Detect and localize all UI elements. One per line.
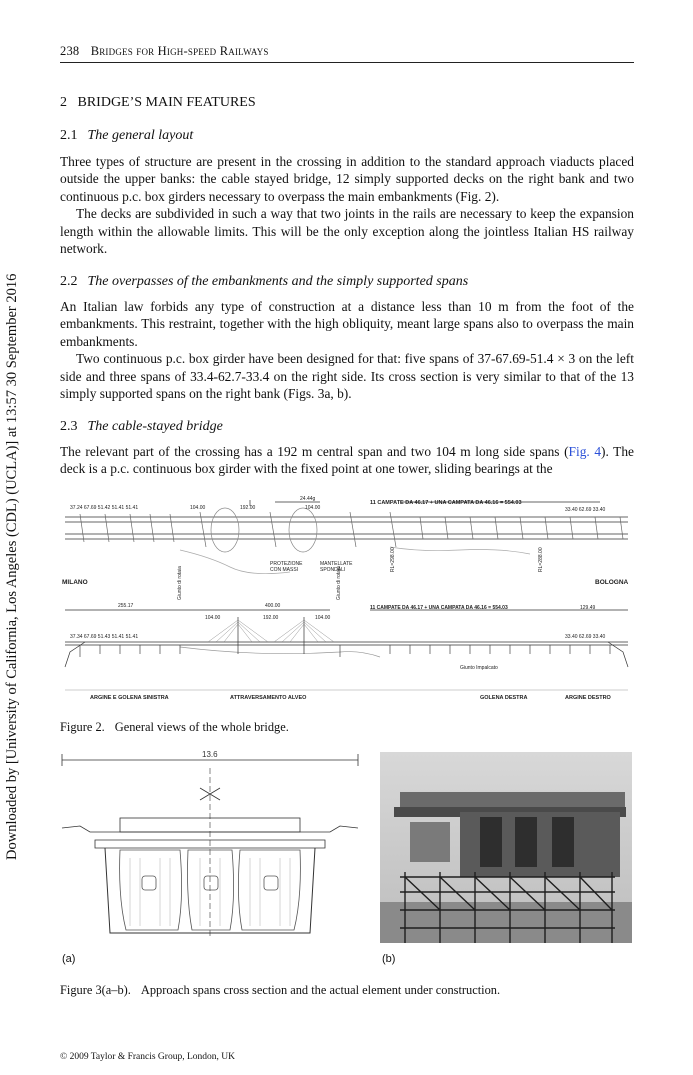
figure-link[interactable]: Fig. 4 <box>568 444 602 459</box>
svg-text:104.00: 104.00 <box>305 505 321 511</box>
figure-2-caption: Figure 2. General views of the whole bridge. <box>60 720 289 734</box>
svg-text:33.40 62.69 33.40: 33.40 62.69 33.40 <box>565 507 606 513</box>
copyright-footer: © 2009 Taylor & Francis Group, London, UK <box>60 1052 235 1062</box>
paragraph: The decks are subdivided in such a way that two joints in the rails are necessary to keep the expansion length within the allowable limits. This will be the only exception along the jointless Italian HS railway network. <box>60 206 634 257</box>
figure-3b-construction-photo <box>380 752 632 943</box>
paragraph: An Italian law forbids any type of construction at a distance less than 10 m from the foot of the embankments. This restraint, together with the high obliquity, meant large spans also to overpass the main embankments. <box>60 299 634 349</box>
zone-label: ARGINE DESTRO <box>565 695 611 701</box>
subsection-heading-2-3: 2.3 The cable-stayed bridge <box>60 419 223 434</box>
svg-text:RL=298.00: RL=298.00 <box>390 547 396 572</box>
running-header <box>60 44 634 59</box>
figure-2-drawing <box>60 492 634 704</box>
plan-right-note: 11 CAMPATE DA 46.17 + UNA CAMPATA DA 46.16 = 554.03 <box>370 500 522 506</box>
figure-3-caption: Figure 3(a–b). Approach spans cross section and the actual element under construction. <box>60 983 501 997</box>
plan-left-spans: 37.24 67.69 51.42 51.41 51.41 <box>70 505 139 511</box>
svg-text:33.40 62.69 33.40: 33.40 62.69 33.40 <box>565 634 606 640</box>
width-dimension: 13.6 <box>202 750 218 759</box>
svg-text:Giunto di rotaia: Giunto di rotaia <box>336 566 342 600</box>
zone-label: ATTRAVERSAMENTO ALVEO <box>230 695 307 701</box>
bologna-label: BOLOGNA <box>595 579 629 586</box>
page-number: 238 <box>60 44 80 58</box>
svg-text:PROTEZIONE: PROTEZIONE <box>270 561 303 567</box>
running-title: Bridges for High-speed Railways <box>90 44 269 58</box>
svg-text:11 CAMPATE DA 46.17 + UNA CAMP: 11 CAMPATE DA 46.17 + UNA CAMPATA DA 46.16 = 554.03 <box>370 605 508 611</box>
svg-text:RL=288.00: RL=288.00 <box>538 547 544 572</box>
svg-text:24.44g: 24.44g <box>300 496 316 502</box>
paragraph: Three types of structure are present in the crossing in addition to the standard approach viaducts placed outside the upper banks: the cable stayed bridge, 12 simply supported decks on the right bank and two continuous p.c. box girders necessary to overpass the main embankments (Fig. 2). <box>60 154 634 204</box>
paragraph-2-2 <box>60 298 634 402</box>
svg-text:400.00: 400.00 <box>265 603 281 609</box>
subsection-heading-2-2: 2.2 The overpasses of the embankments and the simply supported spans <box>60 274 469 289</box>
section-heading <box>60 95 256 111</box>
svg-text:255.17: 255.17 <box>118 603 134 609</box>
svg-text:104.00: 104.00 <box>205 615 221 621</box>
svg-text:SPONDALI: SPONDALI <box>320 567 346 573</box>
paragraph-2-1 <box>60 153 634 257</box>
svg-text:192.00: 192.00 <box>263 615 279 621</box>
paragraph-2-3 <box>60 443 634 478</box>
svg-text:Giunto di rotaia: Giunto di rotaia <box>177 566 183 600</box>
svg-text:MANTELLATE: MANTELLATE <box>320 561 353 567</box>
zone-label: GOLENA DESTRA <box>480 695 528 701</box>
paragraph: Two continuous p.c. box girder have been designed for that: five spans of 37-67.69-51.4 × 3 on the left side and three spans of 33.4-62.7-33.4 on the right side. Its cross section is very similar to that of the 13 simply supported spans on the right bank (Figs. 3a, b). <box>60 351 634 402</box>
section-number: 2 <box>60 95 67 110</box>
panel-label-b: (b) <box>382 953 396 965</box>
subsection-heading-2-1: 2.1 The general layout <box>60 128 194 143</box>
svg-text:129.49: 129.49 <box>580 605 596 611</box>
header-rule <box>60 62 634 63</box>
svg-text:37.34 67.69 51.43 51.41 51: 37.34 67.69 51.43 51.41 51.41 <box>70 634 139 640</box>
section-title: BRIDGE’S MAIN FEATURES <box>77 95 256 110</box>
zone-label: ARGINE E GOLENA SINISTRA <box>90 695 169 701</box>
svg-text:CON MASSI: CON MASSI <box>270 567 299 573</box>
figure-3a-cross-section <box>60 748 360 944</box>
milano-label: MILANO <box>62 579 88 586</box>
paragraph: The relevant part of the crossing has a 192 m central span and two 104 m long side spans (Fig. 4). The deck is a p.c. continuous box girder with the fixed point at one tower, sliding bearings at the <box>60 444 634 477</box>
svg-text:104.00: 104.00 <box>190 505 206 511</box>
panel-label-a: (a) <box>62 953 76 965</box>
svg-text:192.00: 192.00 <box>240 505 256 511</box>
download-stamp: Downloaded by [University of California, Los Angeles (CDL) (UCLA)] at 13:57 30 September 2016 <box>4 273 20 860</box>
svg-text:104.00: 104.00 <box>315 615 331 621</box>
svg-text:Giunto Impalcato: Giunto Impalcato <box>460 665 498 671</box>
